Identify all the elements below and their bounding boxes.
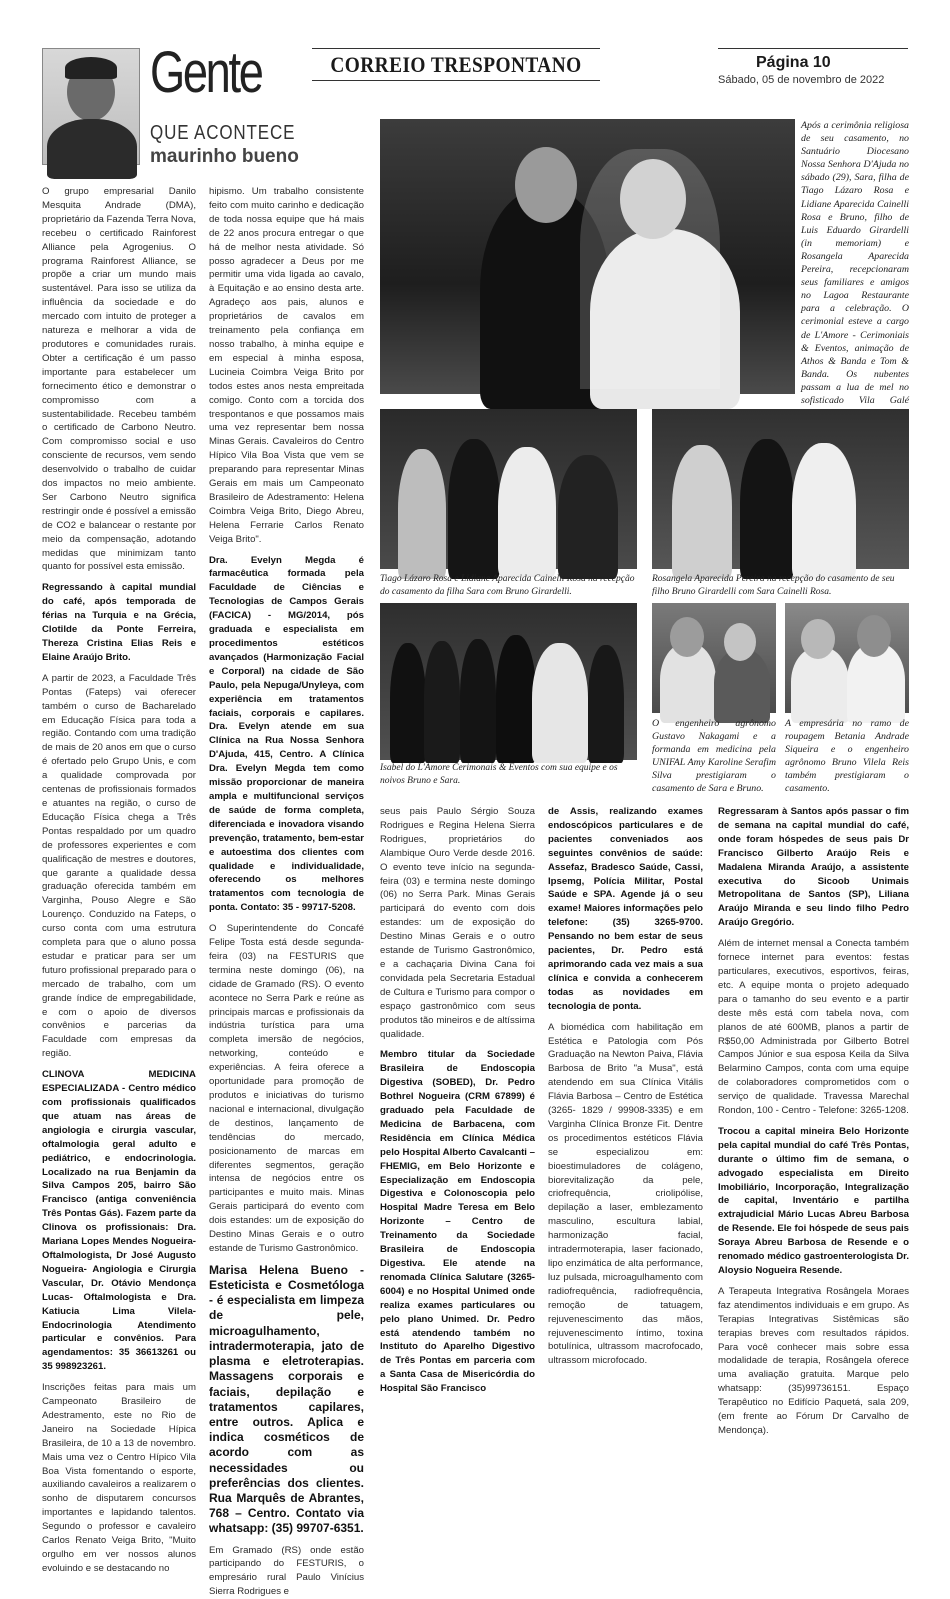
article-gramado: Em Gramado (RS) onde estão participando do FESTURIS, o empresário rural Paulo Vinícius Sierra Rodrigues e: [209, 1544, 364, 1598]
main-photo-caption: Após a cerimônia religiosa de seu casamento, no Santuário Diocesano Nossa Senhora D'Ajuda no sábado (29), Sara, filha de Tiago Lázaro Rosa e Lidiane Aparecida Cainelli Rosa e Bruno, filho de Luis Eduardo Girardelli (in memoriam) e Rosangela Aparecida Pereira, recepcionaram seus familiares e amigos no Lagoa Restaurante para a celebração. O cerimonial esteve a cargo de L'Amore - Cerimoniais & Eventos, animação de Athos & Banda e Tom & Banda. Os nubentes passam a lua de mel no sofisticado Vila Galé: [801, 120, 909, 406]
masthead-rule-top: [312, 48, 600, 49]
text-column-4: [548, 805, 703, 1367]
article-fazenda-terra-nova: O grupo empresarial Danilo Mesquita Andrade (DMA), proprietário da Fazenda Terra Nova, recebeu o certificado Rainforest Alliance pela Agrogenius. O programa Rainforest Alliance, se propõe a criar um mundo mais sustentável. Para isso se utiliza da influência da sociedade e do mercado com intuito de proteger a natureza e melhorar a vida de produtores e comunidades rurais. Obter a certificação é um passo importante para estabelecer um fornecimento ético e demonstrar o compromisso com a sustentabilidade. Recebeu também o certificado de Carbono Neutro. Com compromisso social e uso consciente de recursos, vem sendo desenvolvido o trabalho de cuidar dos impactos no meio ambiente. Ser Carbono Neutro significa restringir onde é possível a emissão de CO2 e balancear o restante por meio da compensação, adotando medidas que minimizam tanto quanto for possível esta emissão.: [42, 186, 196, 573]
article-adestramento: Inscrições feitas para mais um Campeonato Brasileiro de Adestramento, este no Rio de Janeiro na Sociedade Hípica Brasileira, de 10 a 13 de novembro. Mais uma vez o Centro Hípico Vila Boa Vista fomentando o esporte, auxiliando cavaleiros a realizarem o sonho de disputarem concursos importantes e lapidando talentos. Segundo o professor e cavaleiro Carlos Renato Veiga Brito, "Muito orgulho em ver nossos alunos evoluindo e se destacando no: [42, 1382, 196, 1574]
person-figure: [792, 443, 856, 579]
article-dra-evelyn: Dra. Evelyn Megda é farmacêutica formada pela Faculdade de Ciências e Tecnologias de Campos Gerais (FACICA) - MG/2014, pós graduada e especialista em procedimentos estéticos avançados (Harmonização Facial e Corporal) na cidade de São Paulo, pela Nepuga/Unyleya, com experiência em tratamentos faciais, corporais e capilares. Dra. Evelyn atende em sua Clínica na Rua Nossa Senhora D'Ajuda, 415, Centro. A Clínica Dra. Evelyn Megda tem como missão proporcionar de maneira ampla e multifuncional serviços de saúde de forma completa, diferenciada e inovadora visando prevenção, tratamento, bem-estar e autoestima dos clientes com qualidade e individualidade, oferecendo os melhores tratamentos com tecnologia de ponta. Contato: 35 - 99717-5208.: [209, 554, 364, 914]
person-figure: [460, 639, 496, 763]
person-head: [801, 619, 835, 659]
article-festuris: O Superintendente do Concafé Felipe Tosta está desde segunda-feira (03) na FESTURIS que termina neste domingo (06), na cidade de Gramado (RS). O evento acontece no Serra Park e reúne as principais marcas e profissionais da indústria turística para uma completa imersão de negócios, networking, conteúdo e experiências. A feira oferece a oportunidade para promoção de produtos e iniciativas do turismo nacional e internacional, divulgação de destinos, lançamento de tendências do mercado, posicionamento de marcas em diferentes segmentos, geração intensa de negócios entre os participantes e muito mais. Minas Gerais participará do evento com dois estandes: um de exposição do Destino Minas Gerais e o outro estande de Turismo Gastronômico.: [209, 923, 364, 1254]
article-mario-lucas: Trocou a capital mineira Belo Horizonte pela capital mundial do café Três Pontas, durante o último fim de semana, o advogado especialista em Direito Imobiliário, Incorporação, Integralização de capital, Inventário e partilha extrajudicial Mário Lucas Abreu Barbosa de Resende. Ele foi hóspede de seus pais Soraya Abreu Barbosa de Resende e o renomado médico gastroenterologista Dr. Aloysio Nogueira Resende.: [718, 1125, 909, 1276]
person-figure: [588, 645, 624, 763]
page-rule: [718, 48, 908, 49]
person-figure: [740, 439, 794, 579]
person-figure: [448, 439, 500, 579]
portrait-body: [47, 119, 137, 179]
page-number: Página 10: [756, 54, 831, 71]
article-dr-pedro-cont: de Assis, realizando exames endoscópicos particulares e de pacientes conveniados aos seguintes convênios de saúde: Assefaz, Bradesco Saúde, Cassi, Ipsemg, Polícia Militar, Postal Saúde e SPA. Agende já o seu exame! Maiores informações pelo telefone: (35) 3265-9700. Pensando no bem estar de seus pacientes, Dr. Pedro está aprimorando cada vez mais a sua clínica e convida a conhecerem todas as novidades em tecnologia de ponta.: [548, 806, 703, 1012]
person-figure: [558, 455, 618, 579]
person-head: [670, 617, 704, 657]
parents-of-bride-photo: [380, 409, 637, 569]
person-figure: [498, 447, 556, 577]
parents-of-bride-caption: Tiago Lázaro Rosa e Lidiane Aparecida Cainelli Rosa na recepção do casamento da filha Sara com Bruno Girardelli.: [380, 574, 635, 597]
person-figure: [390, 643, 426, 763]
article-flavia-barbosa: A biomédica com habilitação em Estética e Patologia com Pós Graduação na Newton Paiva, Flávia Barbosa de Brito "a Musa", está atendendo em sua Clínica Vitális Flávia Barbosa – Centro de Estética (3265- 1829 / 99908-3335) e em Varginha Clínica Bronze Fit. Dentre os procedimentos estéticos Flávia se especializou em: bioestimuladores de colágeno, biorevitalização da pele, criofrequência, criolipólise, depilação a laser, emblezamento masculino, escultura labial, harmonização facial, intradermoterapia, laser facionado, lipo enzimática de alta performance, luz pulsada, microagulhamento com radiofrequência, radiofrequência, remoção de tatuagem, rejuvenescimento das mãos, rejuvenescimento íntimo, toxina botulínica, ultrassom macrofocado, ultrassom microfocado.: [548, 1021, 703, 1367]
groom-head: [515, 147, 577, 223]
article-hipismo: hipismo. Um trabalho consistente feito com muito carinho e dedicação de toda nossa equipe que há mais de 22 anos procura entregar o que há de melhor nesta atividade. Só posso agradecer a Deus por me permitir uma vida ligada ao cavalo, à Equitação e ao ensino desta arte. Agradeço aos pais, alunos e proprietários de cavalos em treinamento pela confiança em nosso trabalho, à minha equipe e em especial à minha esposa, Lucineia Coimbra Veiga Brito por todos estes anos nesta empreitada comigo. Conto com a torcida dos trespontanos e que possamos mais uma vez representar bem nossa Minas Gerais. Cavaleiros do Centro Hípico Vila Boa Vista que vem se preparando para representar Minas Gerais em mais um Campeonato Brasileiro de Adestramento: Helena Coimbra Veiga Brito, Diego Abreu, Helena Ferrarie Carlos Renato Veiga Brito".: [209, 186, 364, 545]
article-alambique: seus pais Paulo Sérgio Souza Rodrigues e Regina Helena Sierra Rodrigues, proprietários do Alambique Ouro Verde desde 2016. O evento teve início na segunda-feira (03) e termina neste domingo (06) no Serra Park. Minas Gerais participará do evento com dois estandes: um de exposição do Destino Minas Gerais e o outro estande de Turismo Gastronômico, e a cachaçaria Divina Cana foi convidada pela Secretaria Estadual de Cultura e Turismo para compor o espaço gastronômico com seus produtos tão mineiros e de altíssima qualidade.: [380, 806, 535, 1040]
wedding-couple-photo: [380, 119, 795, 394]
text-column-1: [42, 185, 196, 1574]
newspaper-name: CORREIO TRESPONTANO: [330, 52, 582, 77]
masthead-rule-bottom: [312, 80, 600, 81]
author-portrait: [42, 48, 140, 165]
person-head: [724, 623, 756, 661]
team-caption: Isabel do L'Amore Cerimonais & Eventos com sua equipe e os noivos Bruno e Sara.: [380, 763, 618, 786]
portrait-hair: [65, 57, 117, 79]
author-name: maurinho bueno: [150, 146, 299, 167]
article-santos: Regressaram à Santos após passar o fim de semana na capital mundial do café, onde foram hóspedes de seus pais Dr Francisco Gilberto Araújo Reis e Madalena Miranda Araújo, a assistente executiva do Sicoob Unimais Metropolitana de Santos (SP), Liliana Araújo Miranda e seu lindo filho Pedro Araújo Gregório.: [718, 806, 909, 929]
article-travelers: Regressando à capital mundial do café, após temporada de férias na Turquia e na Grécia, Clotilde da Ponte Ferreira, Thereza Cristina Elias Reis e Elaine Araújo Brito.: [42, 582, 196, 663]
article-rosangela: A Terapeuta Integrativa Rosângela Moraes faz atendimentos individuais e em grupo. As Terapias Integrativas Sistêmicas são terapias breves com resultados rápidos. Para você conhecer mais sobre essa modalidade de terapia, Rosângela oferece uma avaliação gratuita. Marque pelo whatsapp: (35)99736151. Espaço Terapêutico no Edifício Paquetá, sala 209, (em frente ao Fórum Dr Carvalho de Mendonça).: [718, 1285, 909, 1436]
mother-of-groom-photo: [652, 409, 909, 569]
text-column-2: [209, 185, 364, 1598]
text-column-5: [718, 805, 909, 1436]
businesswoman-photo: [785, 603, 909, 713]
article-marisa-helena: Marisa Helena Bueno - Esteticista e Cosmetóloga - é especialista em limpeza de pele, microagulhamento, intradermoterapia, jato de plasma e eletroterapias. Massagens corporais e faciais, depilação e tratamentos capilares, entre outros. Aplica e indica cosméticos de acordo com as necessidades ou preferências dos clientes. Rua Marquês de Abrantes, 768 – Centro. Contato via whatsapp: (35) 99707-6351.: [209, 1262, 364, 1536]
article-fateps: A partir de 2023, a Faculdade Três Pontas (Fateps) vai oferecer também o curso de Bacharelado em Educação Física para toda a região. Contando com uma tradição de mais de 20 anos em que o curso é ofertado pelo Grupo Unis, e com a qualidade comprovada por centenas de profissionais formados e atuantes na região, o curso de Educação Física chega a Três Pontas respaldado por um quadro de professores experientes e com qualificação de mestres e doutores, que garante a qualidade dessa graduação oferecida também em Varginha, Pouso Alegre e São Lourenço. Conduzido na Fateps, o curso conta com uma estrutura completa para que o aluno possa estudar e praticar para ser um futuro profissional preparado para o mercado de trabalho, com um grande índice de empregabilidade, e com o apoio de diversos convênios e parcerias da Faculdade com empresas da região.: [42, 672, 196, 1060]
person-head: [857, 615, 891, 657]
article-conecta: Além de internet mensal a Conecta também fornece internet para eventos: festas particulares, executivos, esportivos, feiras, etc. A equipe monta o projeto adequado para o tamanho do seu evento e a partir deste mês está com tabela nova, com planos de até 600MB, planos a partir de R$50,00 Administrada por Gilberto Botrel Campos Júnior e sua esposa Keila da Silva Belarmino Campos, conta com uma equipe de colaboradores comprometidos com o serviço de qualidade. Travessa Marechal Rondon, 100 - Centro - Telefone: 3265-1208.: [718, 938, 909, 1117]
section-subtitle: QUE ACONTECE: [150, 122, 296, 144]
article-dr-pedro: Membro titular da Sociedade Brasileira de Endoscopia Digestiva (SOBED), Dr. Pedro Bothrel Nogueira (CRM 67899) é graduado pela Faculdade de Medicina de Barbacena, com Residência em Clínica Médica pelo Hospital Alberto Cavalcanti – FHEMIG, em Belo Horizonte e Especialização em Endoscopia Digestiva e Colonoscopia pelo Hospital Madre Teresa em Belo Horizonte – Centro de Treinamento da Sociedade Brasileira de Endoscopia Digestiva. Ele atende na renomada Clínica Salutare (3265- 6004) e no Hospital Unimed onde realiza exames particulares ou pelo plano Unimed. Dr. Pedro está atendendo também no Instituto do Aparelho Digestivo de Três Pontas em parceria com a Santa Casa de Misericórdia do Hospital São Francisco: [380, 1049, 535, 1395]
bride-veil: [580, 149, 720, 389]
businesswoman-caption: A empresária no ramo de roupagem Betania Andrade Siqueira e o engenheiro agrônomo Bruno Vilela Reis também prestigiaram o casamento.: [785, 718, 909, 795]
person-figure: [672, 445, 732, 579]
mother-of-groom-caption: Rosangela Aparecida Pereira na recepção do casamento de seu filho Bruno Girardelli com Sara Cainelli Rosa.: [652, 574, 895, 597]
person-figure: [424, 641, 460, 763]
person-figure: [398, 449, 446, 579]
section-title: Gente: [150, 40, 262, 105]
person-figure: [532, 643, 588, 763]
person-figure: [496, 635, 536, 763]
team-photo: [380, 603, 637, 760]
issue-date: Sábado, 05 de novembro de 2022: [718, 74, 885, 86]
engineer-caption: O engenheiro agrônomo Gustavo Nakagami e a formanda em medicina pela UNIFAL Amy Karoline Serafim Silva prestigiaram o casamento de Sara e Bruno.: [652, 718, 776, 795]
engineer-photo: [652, 603, 776, 713]
text-column-3: [380, 805, 535, 1395]
article-clinova: CLINOVA MEDICINA ESPECIALIZADA - Centro médico com profissionais qualificados que atuam nas áreas de angiologia e cirurgia vascular, oftalmologia geral adulto e pediátrico, e endocrinologia. Localizado na rua Benjamin da Silva Campos 205, bairro São Francisco (antiga conveniência Três Pontas Gás). Fazem parte da Clinova os profissionais: Dra. Mariana Lopes Mendes Nogueira- Oftalmologista, Dr José Augusto Nogueira- Angiologia e Cirurgia Vascular, Dr. Otávio Mendonça Lucas- Oftalmologista e Dra. Katiucia Lima Vilela- Endocrinologia Atendimento particular e convênios. Para agendamentos: 35 36613261 ou 35 998923261.: [42, 1069, 196, 1373]
